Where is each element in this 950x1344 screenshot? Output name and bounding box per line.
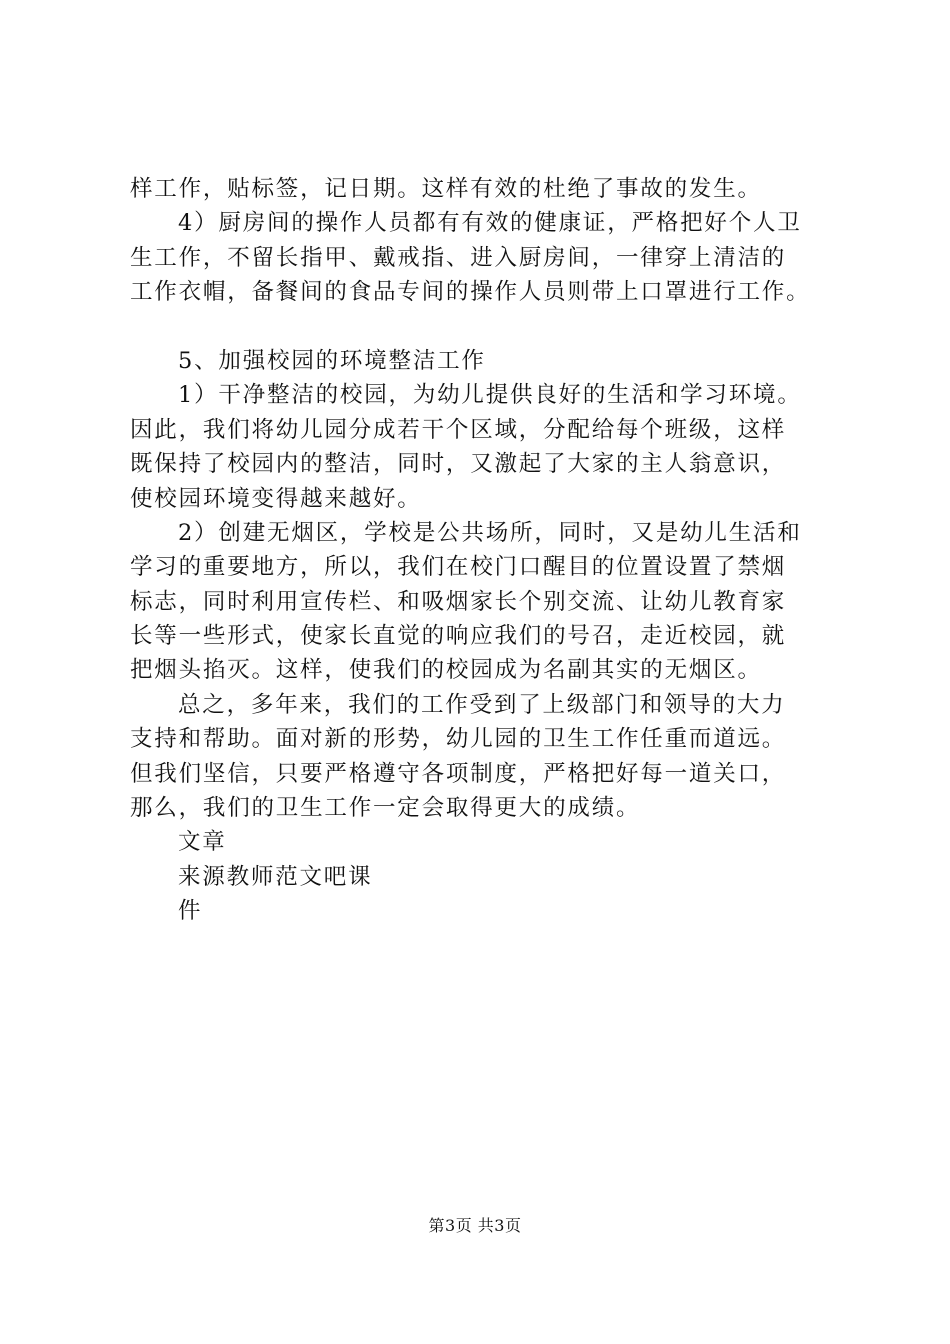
text-line: 工作衣帽，备餐间的食品专间的操作人员则带上口罩进行工作。 [130, 279, 811, 306]
text-line: 使校园环境变得越来越好。 [130, 485, 422, 512]
text-line: 1）干净整洁的校园，为幼儿提供良好的生活和学习环境。 [178, 382, 802, 409]
text-line: 4）厨房间的操作人员都有有效的健康证，严格把好个人卫 [178, 210, 802, 237]
page-number: 第3页 共3页 [428, 1216, 522, 1235]
text-line: 生工作，不留长指甲、戴戒指、进入厨房间，一律穿上清洁的 [130, 244, 787, 271]
text-line: 标志，同时利用宣传栏、和吸烟家长个别交流、让幼儿教育家 [130, 588, 787, 615]
document-body [130, 172, 840, 929]
text-line: 件 [178, 898, 203, 925]
text-line: 样工作，贴标签，记日期。这样有效的杜绝了事故的发生。 [130, 176, 762, 202]
text-line: 学习的重要地方，所以，我们在校门口醒目的位置设置了禁烟 [130, 554, 787, 581]
text-line: 长等一些形式，使家长直觉的响应我们的号召，走近校园，就 [130, 623, 787, 650]
text-line: 来源教师范文吧课 [178, 863, 373, 890]
text-line: 文章 [178, 829, 227, 856]
text-line: 但我们坚信，只要严格遵守各项制度，严格把好每一道关口， [130, 760, 787, 787]
text-line: 既保持了校园内的整洁，同时，又激起了大家的主人翁意识， [130, 451, 787, 478]
text-line: 把烟头掐灭。这样，使我们的校园成为名副其实的无烟区。 [130, 657, 762, 684]
paragraph-gap [130, 310, 840, 344]
text-line: 那么，我们的卫生工作一定会取得更大的成绩。 [130, 795, 641, 822]
section-heading: 5、加强校园的环境整洁工作 [178, 347, 486, 374]
text-line: 总之，多年来，我们的工作受到了上级部门和领导的大力 [178, 691, 786, 718]
text-line: 支持和帮助。面对新的形势，幼儿园的卫生工作任重而道远。 [130, 726, 787, 753]
text-line: 2）创建无烟区，学校是公共场所，同时，又是幼儿生活和 [178, 519, 802, 546]
text-line: 因此，我们将幼儿园分成若干个区域，分配给每个班级，这样 [130, 416, 787, 443]
